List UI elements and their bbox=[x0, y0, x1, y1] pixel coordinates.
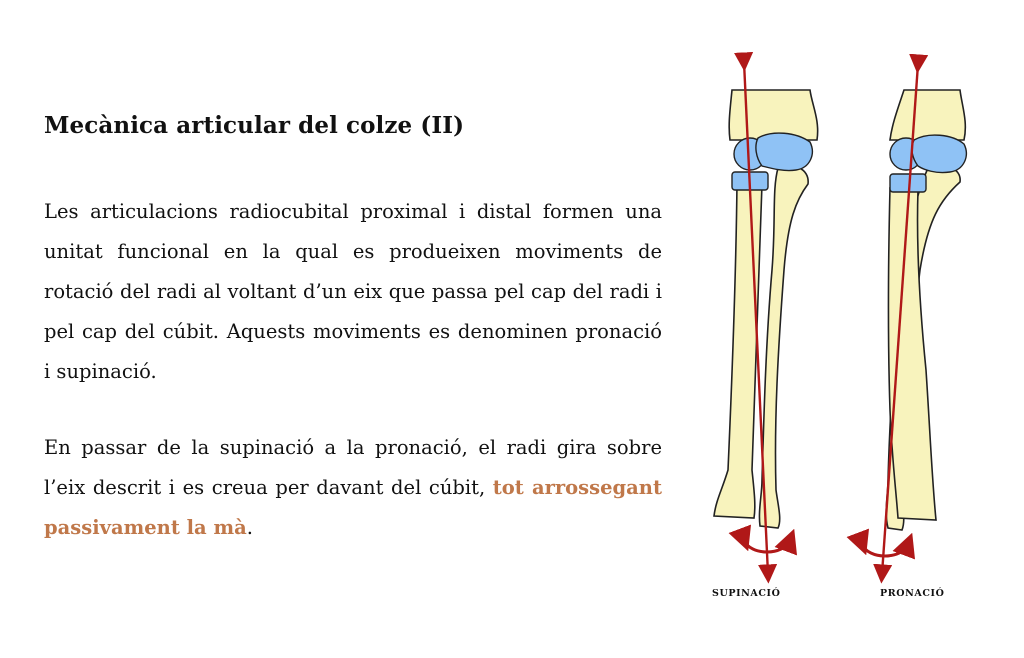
radius-left bbox=[759, 166, 808, 528]
caption-pronation: PRONACIÓ bbox=[880, 588, 945, 599]
paragraph-2 bbox=[44, 428, 662, 548]
paragraph-2-end: . bbox=[246, 516, 253, 539]
paragraph-2-text: En passar de la supinació a la pronació, el radi gira sobre l’eix descrit i es creua per davant del cúbit, bbox=[44, 436, 662, 499]
slide-title: Mecànica articular del colze (II) bbox=[44, 112, 465, 139]
forearm-illustration bbox=[692, 50, 1012, 610]
pronation-forearm bbox=[862, 64, 966, 574]
humerus-left bbox=[729, 90, 817, 140]
trochlea-right bbox=[912, 135, 966, 172]
trochlea-left bbox=[756, 133, 812, 170]
highlighted-phrase: tot arrossegant passivament la mà bbox=[44, 476, 662, 539]
supination-forearm bbox=[714, 62, 818, 574]
paragraph-1: Les articulacions radiocubital proximal i distal formen una unitat funcional en la qual es produeixen moviments de rotació del radi al voltant d’un eix que passa pel cap del radi i pel cap del cúbit. Aquests moviments es denominen pronació i supinació. bbox=[44, 200, 662, 383]
humerus-right bbox=[890, 90, 965, 140]
caption-supination: SUPINACIÓ bbox=[712, 588, 781, 599]
radius-right bbox=[889, 188, 937, 520]
ulna-left bbox=[714, 182, 762, 518]
